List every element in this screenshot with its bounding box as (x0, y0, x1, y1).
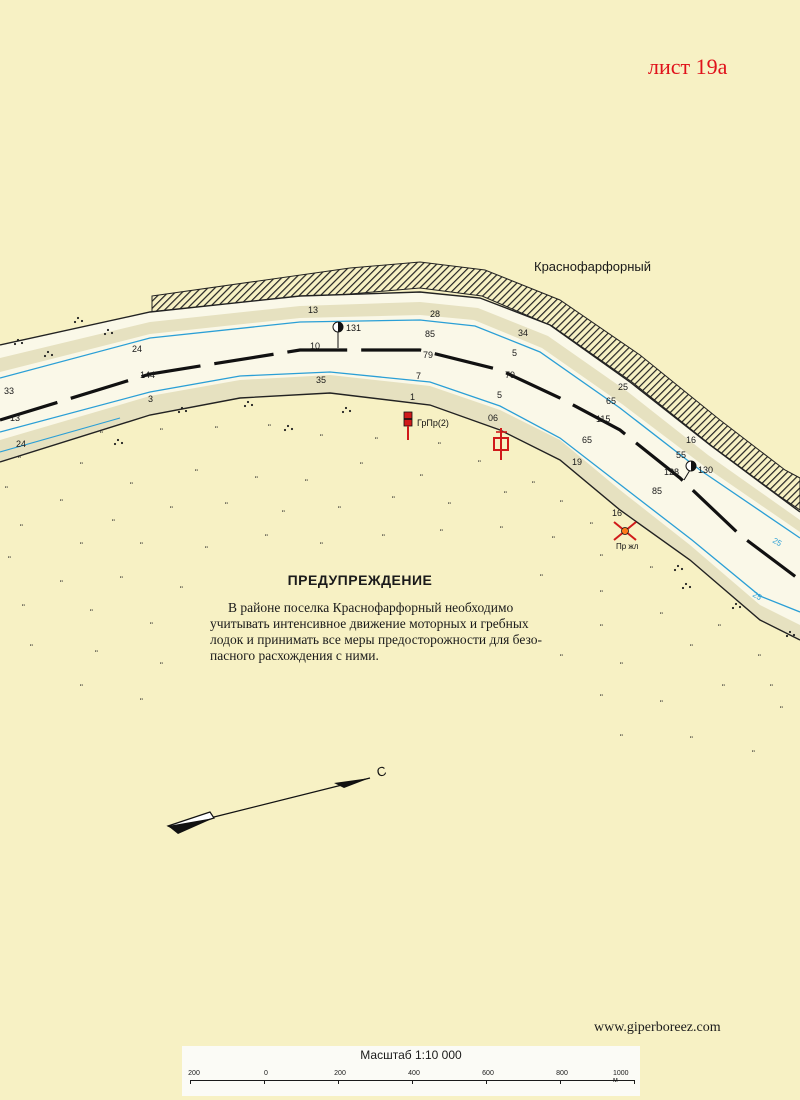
ferry-crossing-icon (614, 522, 639, 551)
depth-label: 10 (310, 341, 321, 351)
shrub-dot (178, 411, 180, 413)
meadow-symbol: ʺ (560, 499, 563, 508)
meadow-symbol: ʺ (600, 553, 603, 562)
ferry-label: Пр жл (616, 542, 639, 551)
shrub-dot (287, 425, 289, 427)
meadow-symbol: ʺ (600, 693, 603, 702)
scale-tick-label: 200 (188, 1070, 200, 1077)
shrub-dot (51, 354, 53, 356)
shrub-dot (732, 607, 734, 609)
meadow-symbol: ʺ (265, 533, 268, 542)
meadow-symbol: ʺ (600, 589, 603, 598)
float-marker-icon (494, 428, 508, 460)
shrub-dot (735, 603, 737, 605)
depth-label: 25 (771, 535, 784, 549)
scale-title: Масштаб 1:10 000 (360, 1048, 462, 1062)
meadow-symbol: ʺ (382, 533, 385, 542)
meadow-symbol: ʺ (758, 653, 761, 662)
meadow-symbol: ʺ (375, 436, 378, 445)
shrub-dot (251, 404, 253, 406)
meadow-symbol: ʺ (650, 565, 653, 574)
meadow-symbol: ʺ (552, 535, 555, 544)
meadow-symbol: ʺ (255, 475, 258, 484)
meadow-symbol: ʺ (30, 643, 33, 652)
meadow-symbol: ʺ (590, 521, 593, 530)
shrub-dot (121, 442, 123, 444)
meadow-symbol: ʺ (504, 490, 507, 499)
meadow-symbol: ʺ (660, 699, 663, 708)
warning-text (210, 600, 550, 664)
meadow-symbol: ʺ (770, 683, 773, 692)
shrub-dot (789, 631, 791, 633)
depth-label: 24 (16, 439, 27, 449)
depth-label: 5 (512, 348, 518, 358)
shrub-dot (14, 343, 16, 345)
depth-label: 3 (148, 394, 154, 404)
meadow-symbol: ʺ (112, 518, 115, 527)
meadow-symbol: ʺ (18, 455, 21, 464)
meadow-symbol: ʺ (392, 495, 395, 504)
meadow-symbol: ʺ (60, 579, 63, 588)
meadow-symbol: ʺ (360, 461, 363, 470)
north-arrow-icon (168, 763, 388, 834)
depth-label: 79 (423, 350, 434, 360)
meadow-symbol: ʺ (20, 523, 23, 532)
meadow-symbol: ʺ (140, 697, 143, 706)
shrub-dot (185, 410, 187, 412)
meadow-symbol: ʺ (80, 541, 83, 550)
meadow-symbol: ʺ (195, 468, 198, 477)
meadow-symbol: ʺ (600, 623, 603, 632)
meadow-symbol: ʺ (22, 603, 25, 612)
shrub-dot (74, 321, 76, 323)
meadow-symbol: ʺ (420, 473, 423, 482)
scale-tick (412, 1080, 413, 1084)
depth-label: 85 (652, 486, 663, 496)
depth-label: 1 (410, 392, 416, 402)
light-beacon-icon (404, 412, 449, 440)
depth-label: 115 (596, 414, 611, 424)
meadow-symbol: ʺ (690, 643, 693, 652)
shrub-dot (77, 317, 79, 319)
meadow-symbol: ʺ (5, 485, 8, 494)
depth-label: 25 (618, 382, 629, 392)
meadow-symbol: ʺ (215, 425, 218, 434)
buoy-number: 130 (698, 465, 714, 475)
meadow-symbol: ʺ (305, 478, 308, 487)
meadow-symbol: ʺ (690, 735, 693, 744)
meadow-symbol: ʺ (532, 480, 535, 489)
meadow-symbol: ʺ (130, 481, 133, 490)
meadow-symbol: ʺ (268, 423, 271, 432)
shrub-dot (114, 443, 116, 445)
shrub-dot (349, 410, 351, 412)
shrub-dot (21, 342, 23, 344)
depth-label: 79 (505, 370, 516, 380)
meadow-symbol: ʺ (60, 498, 63, 507)
meadow-symbol: ʺ (160, 427, 163, 436)
shrub-dot (44, 355, 46, 357)
meadow-symbol: ʺ (8, 555, 11, 564)
scale-tick-label: 200 (334, 1070, 346, 1077)
meadow-symbol: ʺ (80, 683, 83, 692)
meadow-symbol: ʺ (170, 505, 173, 514)
scale-tick (560, 1080, 561, 1084)
depth-label: 33 (4, 386, 15, 396)
depth-label: 55 (676, 450, 687, 460)
meadow-symbol: ʺ (150, 621, 153, 630)
depth-label: 65 (606, 396, 617, 406)
depth-label: 5 (497, 390, 503, 400)
shrub-dot (104, 333, 106, 335)
scale-tick-label: 400 (408, 1070, 420, 1077)
shrub-dot (689, 586, 691, 588)
shrub-dot (117, 439, 119, 441)
meadow-symbol: ʺ (752, 749, 755, 758)
meadow-symbol: ʺ (448, 501, 451, 510)
meadow-symbol: ʺ (560, 653, 563, 662)
scale-tick-label: 0 (264, 1070, 268, 1077)
shrub-dot (181, 407, 183, 409)
depth-label: 16 (612, 508, 623, 518)
shrub-dot (17, 339, 19, 341)
meadow-symbol: ʺ (440, 528, 443, 537)
shrub-dot (247, 401, 249, 403)
meadow-symbol: ʺ (620, 661, 623, 670)
shrub-dot (682, 587, 684, 589)
light-label: ГрПр(2) (417, 418, 449, 428)
shrub-dot (291, 428, 293, 430)
meadow-symbol: ʺ (180, 585, 183, 594)
shrub-dot (685, 583, 687, 585)
meadow-symbol: ʺ (282, 509, 285, 518)
meadow-symbol: ʺ (540, 573, 543, 582)
shrub-dot (677, 565, 679, 567)
depth-label: 144 (140, 370, 156, 380)
meadow-symbol: ʺ (100, 430, 103, 439)
scale-tick-label: 600 (482, 1070, 494, 1077)
meadow-symbol: ʺ (620, 733, 623, 742)
meadow-symbol: ʺ (140, 541, 143, 550)
meadow-symbol: ʺ (338, 505, 341, 514)
meadow-symbol: ʺ (722, 683, 725, 692)
meadow-symbol: ʺ (225, 501, 228, 510)
depth-label: 35 (316, 375, 327, 385)
meadow-symbol: ʺ (80, 461, 83, 470)
meadow-symbol: ʺ (320, 541, 323, 550)
shrub-dot (81, 320, 83, 322)
meadow-symbol: ʺ (90, 608, 93, 617)
scale-tick (634, 1080, 635, 1084)
website-link[interactable]: www.giperboreez.com (594, 1020, 721, 1035)
buoy-number: 131 (346, 323, 362, 333)
shrub-dot (107, 329, 109, 331)
warning-line: В районе поселка Краснофарфорный необходимо (228, 600, 514, 615)
scale-bar (182, 1046, 640, 1096)
meadow-symbol: ʺ (205, 545, 208, 554)
shrub-dot (111, 332, 113, 334)
meadow-symbol: ʺ (320, 433, 323, 442)
north-label: С (375, 763, 388, 780)
scale-tick (486, 1080, 487, 1084)
warning-line: лодок и принимать все меры предосторожности для безо- (210, 632, 543, 647)
shrub-dot (244, 405, 246, 407)
meadow-symbol: ʺ (95, 649, 98, 658)
depth-label: 13 (308, 305, 319, 315)
shrub-dot (739, 606, 741, 608)
warning-line: учитывать интенсивное движение моторных и гребных (210, 616, 529, 631)
depth-label: 7 (416, 371, 422, 381)
scale-tick-label: 800 (556, 1070, 568, 1077)
depth-label: 28 (430, 309, 441, 319)
depth-label: 128 (664, 467, 680, 477)
sheet-label: лист 19а (648, 54, 728, 79)
scale-tick-label: 1000 м (613, 1070, 629, 1084)
shrub-dot (681, 568, 683, 570)
depth-label: 25 (751, 589, 764, 603)
meadow-symbol: ʺ (438, 441, 441, 450)
scale-tick (190, 1080, 191, 1084)
meadow-symbol: ʺ (780, 705, 783, 714)
depth-label: 34 (518, 328, 529, 338)
scale-tick (338, 1080, 339, 1084)
depth-label: 16 (686, 435, 697, 445)
shrub-dot (674, 569, 676, 571)
town-label: Краснофарфорный (534, 259, 652, 274)
scale-tick (264, 1080, 265, 1084)
meadow-symbol: ʺ (718, 623, 721, 632)
shrub-dot (47, 351, 49, 353)
warning-line: пасного расхождения с ними. (210, 648, 379, 663)
depth-label: 85 (425, 329, 436, 339)
meadow-symbol: ʺ (160, 661, 163, 670)
shrub-dot (345, 407, 347, 409)
shrub-dot (342, 411, 344, 413)
shrub-dot (284, 429, 286, 431)
shrub-dot (786, 635, 788, 637)
meadow-symbol: ʺ (500, 525, 503, 534)
depth-label: 19 (572, 457, 583, 467)
depth-label: 65 (582, 435, 593, 445)
depth-label: 06 (488, 413, 499, 423)
depth-label: 13 (10, 413, 21, 423)
warning-title: ПРЕДУПРЕЖДЕНИЕ (287, 572, 433, 588)
meadow-symbol: ʺ (478, 459, 481, 468)
meadow-symbol: ʺ (660, 611, 663, 620)
meadow-symbol: ʺ (120, 575, 123, 584)
shrub-dot (793, 634, 795, 636)
depth-label: 24 (132, 344, 143, 354)
